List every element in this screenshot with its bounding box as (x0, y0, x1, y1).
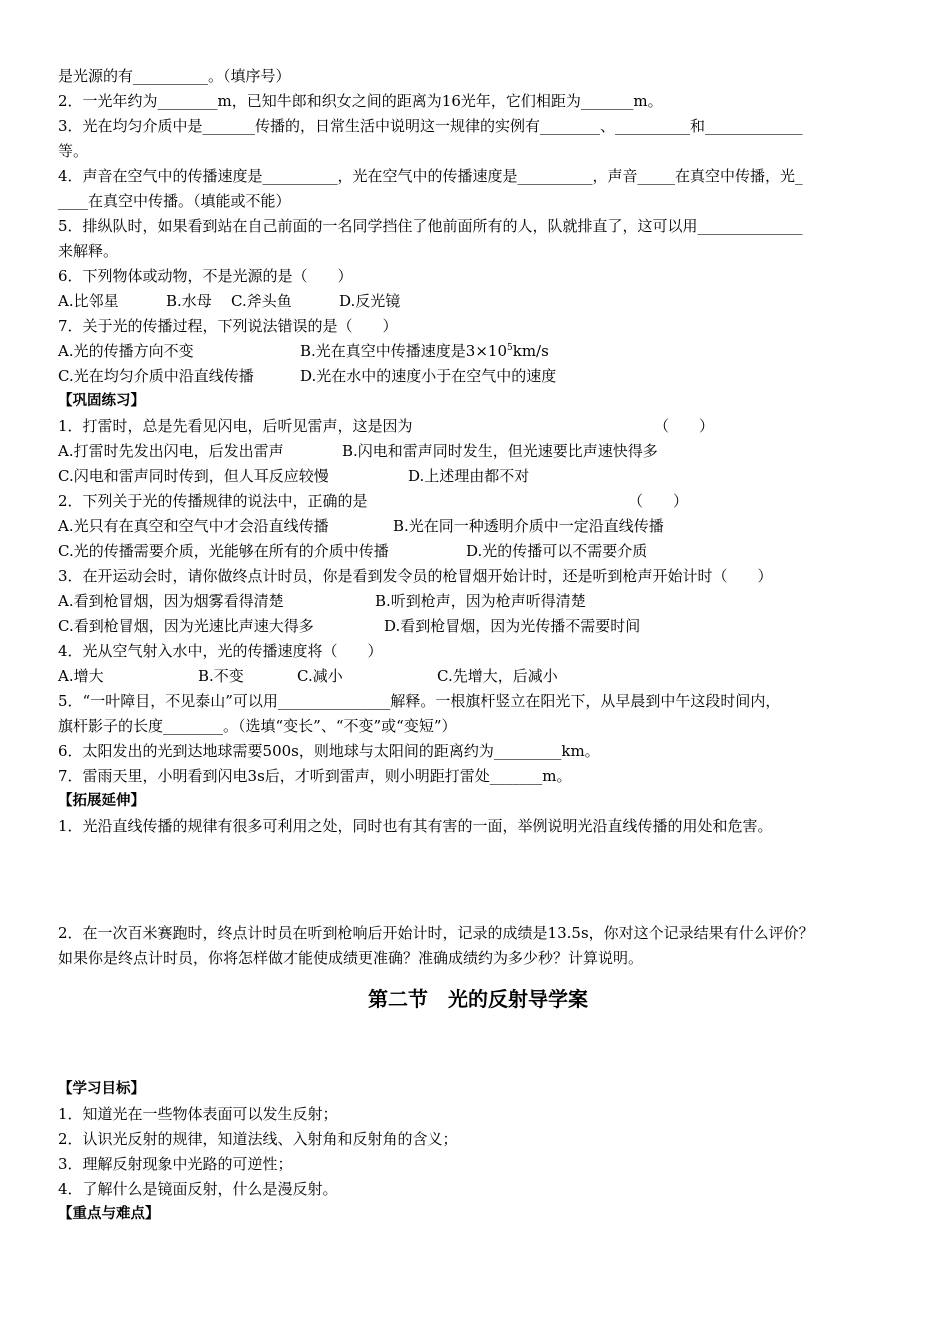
options-row (58, 664, 898, 689)
option-item (198, 664, 297, 689)
option-item (58, 664, 198, 689)
option-text: D.光的传播可以不需要介质 (466, 542, 648, 560)
text-line: 7．关于光的传播过程，下列说法错误的是（ ） (58, 317, 398, 335)
option-item (339, 289, 400, 314)
option-item (231, 289, 339, 314)
text-line: 等。 (58, 142, 89, 160)
options-row (58, 289, 898, 314)
option-item (437, 664, 558, 689)
options-row (58, 539, 898, 564)
option-text: A.比邻星 (58, 292, 119, 310)
text-line: 7．雷雨天里，小明看到闪电3s后，才听到雷声，则小明距打雷处_______m。 (58, 767, 572, 785)
option-item (58, 439, 342, 464)
text-line: 3．在开运动会时，请你做终点计时员，你是看到发令员的枪冒烟开始计时，还是听到枪声开始计时（ ） (58, 567, 773, 585)
text-line: 2．认识光反射的规律，知道法线、入射角和反射角的含义； (58, 1130, 458, 1148)
unit-text: km/s (512, 342, 549, 360)
option-item (300, 339, 549, 364)
option-text: B.闪电和雷声同时发生，但光速要比声速快得多 (342, 442, 658, 460)
option-text: A.光的传播方向不变 (58, 342, 194, 360)
option-item (58, 364, 300, 389)
option-text: A.打雷时先发出闪电，后发出雷声 (58, 442, 284, 460)
option-text: A.增大 (58, 667, 104, 685)
option-text: A.光只有在真空和空气中才会沿直线传播 (58, 517, 329, 535)
option-text: （ ） (628, 492, 689, 510)
option-item (342, 439, 658, 464)
option-text: 2．下列关于光的传播规律的说法中，正确的是 (58, 492, 368, 510)
options-row (58, 514, 898, 539)
option-text: C.先增大，后减小 (437, 667, 558, 685)
option-item (384, 614, 640, 639)
options-row (58, 414, 898, 439)
answer-space (58, 839, 898, 921)
options-row (58, 614, 898, 639)
text-line: 如果你是终点计时员，你将怎样做才能使成绩更准确？准确成绩约为多少秒？计算说明。 (58, 949, 644, 967)
text-line: 1．光沿直线传播的规律有很多可利用之处，同时也有其有害的一面，举例说明光沿直线传播的用处和危害。 (58, 817, 773, 835)
options-row (58, 439, 898, 464)
option-text: D.反光镜 (339, 292, 401, 310)
option-item (466, 539, 647, 564)
text-line: 3．光在均匀介质中是_______传播的，日常生活中说明这一规律的实例有________、__________和_____________ (58, 117, 803, 135)
option-text: B.光在同一种透明介质中一定沿直线传播 (393, 517, 664, 535)
text-line: ____在真空中传播。（填能或不能） (58, 192, 291, 210)
option-item (58, 539, 466, 564)
option-item (58, 414, 654, 439)
option-text: D.上述理由都不对 (408, 467, 530, 485)
text-line: 4．了解什么是镜面反射，什么是漫反射。 (58, 1180, 338, 1198)
option-item (58, 489, 628, 514)
text-line: 5．排纵队时，如果看到站在自己前面的一名同学挡住了他前面所有的人，队就排直了，这可以用______________ (58, 217, 803, 235)
option-text: B.不变 (198, 667, 244, 685)
option-text: A.看到枪冒烟，因为烟雾看得清楚 (58, 592, 284, 610)
option-item (58, 514, 393, 539)
option-text: D.看到枪冒烟，因为光传播不需要时间 (384, 617, 641, 635)
text-line: 旗杆影子的长度________。（选填“变长”、“不变”或“变短”） (58, 717, 457, 735)
section-heading: 【重点与难点】 (58, 1206, 160, 1222)
option-text: C.闪电和雷声同时传到，但人耳反应较慢 (58, 467, 329, 485)
text-line: 6．下列物体或动物，不是光源的是（ ） (58, 267, 353, 285)
option-item (58, 289, 166, 314)
option-item (408, 464, 529, 489)
option-text: （ ） (654, 417, 715, 435)
options-row (58, 464, 898, 489)
text-line: 2．在一次百米赛跑时，终点计时员在听到枪响后开始计时，记录的成绩是13.5s，你对这个记录结果有什么评价？ (58, 924, 814, 942)
text-line: 6．太阳发出的光到达地球需要500s，则地球与太阳间的距离约为_________km。 (58, 742, 600, 760)
text-line: 来解释。 (58, 242, 119, 260)
option-text: B.听到枪声，因为枪声听得清楚 (375, 592, 586, 610)
option-text: C.光在均匀介质中沿直线传播 (58, 367, 254, 385)
section-heading: 【学习目标】 (58, 1081, 145, 1097)
blank-space (58, 1019, 898, 1077)
option-item (654, 414, 714, 439)
text-line: 2．一光年约为________m，已知牛郎和织女之间的距离为16光年，它们相距为_______m。 (58, 92, 663, 110)
option-item (628, 489, 688, 514)
section-title: 第二节 光的反射导学案 (368, 987, 588, 1011)
options-row (58, 364, 898, 389)
text-line: 3．理解反射现象中光路的可逆性； (58, 1155, 293, 1173)
option-item (166, 289, 231, 314)
option-text: C.斧头鱼 (231, 292, 292, 310)
options-row (58, 589, 898, 614)
text-line: 5．“一叶障目，不见泰山”可以用_______________解释。一根旗杆竖立在阳光下，从早晨到中午这段时间内， (58, 692, 781, 710)
options-row (58, 489, 898, 514)
option-item (393, 514, 664, 539)
text-line: 4．光从空气射入水中，光的传播速度将（ ） (58, 642, 383, 660)
document-page (58, 64, 898, 1227)
text-line: 1．知道光在一些物体表面可以发生反射； (58, 1105, 338, 1123)
exponent: 5 (507, 343, 513, 353)
section-heading: 【拓展延伸】 (58, 793, 145, 809)
section-heading: 【巩固练习】 (58, 393, 145, 409)
option-item (375, 589, 586, 614)
option-text: C.看到枪冒烟，因为光速比声速大得多 (58, 617, 314, 635)
option-item (58, 589, 375, 614)
option-text: 1．打雷时，总是先看见闪电，后听见雷声，这是因为 (58, 417, 413, 435)
option-item (58, 339, 300, 364)
option-item (297, 664, 437, 689)
option-item (58, 464, 408, 489)
option-text: B.水母 (166, 292, 212, 310)
option-text: C.光的传播需要介质，光能够在所有的介质中传播 (58, 542, 389, 560)
text-line: 4．声音在空气中的传播速度是__________，光在空气中的传播速度是__________，声音_____在真空中传播，光_ (58, 167, 803, 185)
option-item (58, 614, 384, 639)
option-text: B.光在真空中传播速度是3×10 (300, 342, 507, 360)
text-line: 是光源的有__________。（填序号） (58, 67, 291, 85)
options-row (58, 339, 898, 364)
option-item (300, 364, 556, 389)
option-text: C.减小 (297, 667, 343, 685)
option-text: D.光在水中的速度小于在空气中的速度 (300, 367, 557, 385)
